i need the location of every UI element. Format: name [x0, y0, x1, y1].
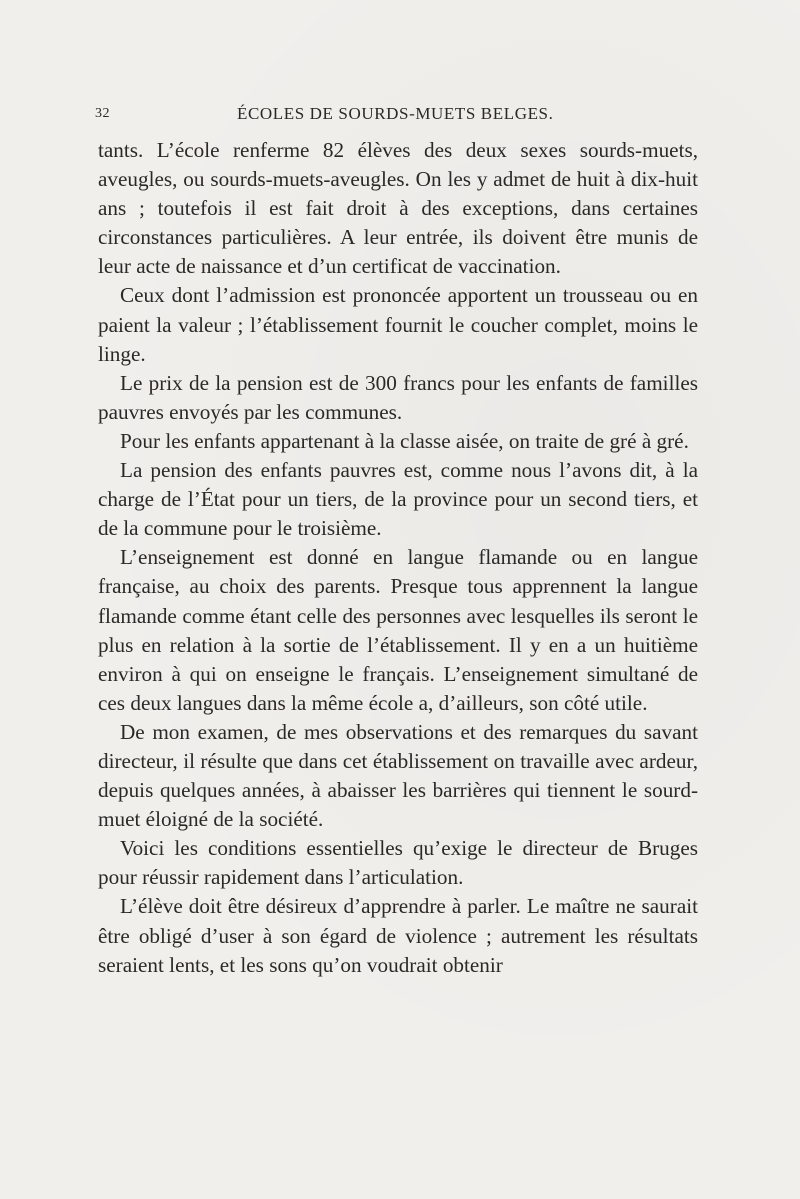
page-number: 32 [95, 106, 110, 121]
paragraph-pension-price: Le prix de la pension est de 300 francs pour les enfants de familles pauvres envoyés par les communes. [98, 370, 698, 424]
paragraph-pupil: L’élève doit être désireux d’apprendre à parler. Le maître ne saurait être obligé d’user à son égard de violence ; autrement les résultats seraient lents, et les sons qu’on voudrait obtenir [98, 894, 698, 977]
running-head-title: ÉCOLES DE SOURDS-MUETS BELGES. [237, 104, 554, 123]
paragraph-examination: De mon examen, de mes observations et des remarques du savant directeur, il résulte que dans cet établissement on travaille avec ardeur, depuis quelques années, à abaisser les barrières qui tiennent le sourd-muet éloigné de la société. [98, 719, 698, 832]
paragraph-conditions: Voici les conditions essentielles qu’exige le directeur de Bruges pour réussir rapidement dans l’articulation. [98, 836, 698, 890]
running-head [95, 104, 695, 128]
body-text [98, 136, 698, 980]
paragraph-trousseau: Ceux dont l’admission est prononcée apportent un trousseau ou en paient la valeur ; l’établissement fournit le coucher complet, moins le linge. [98, 283, 698, 366]
paragraph-continued: tants. L’école renferme 82 élèves des deux sexes sourds-muets, aveugles, ou sourds-muets-aveugles. On les y admet de huit à dix-huit ans ; toutefois il est fait droit à des exceptions, dans certaines circonstances particulières. A leur entrée, ils doivent être munis de leur acte de naissance et d’un certificat de vaccination. [98, 138, 698, 279]
paragraph-well-off-families: Pour les enfants appartenant à la classe aisée, on traite de gré à gré. [120, 428, 689, 453]
paragraph-languages: L’enseignement est donné en langue flamande ou en langue française, au choix des parents. Presque tous apprennent la langue flamande comme étant celle des personnes avec lesquelles ils seront le plus en relation à la sortie de l’établissement. Il y en a un huitième environ à qui on enseigne le français. L’enseignement simultané de ces deux langues dans la même école a, d’ailleurs, son côté utile. [98, 545, 698, 715]
paragraph-pension-funding: La pension des enfants pauvres est, comme nous l’avons dit, à la charge de l’État pour un tiers, de la province pour un second tiers, et de la commune pour le troisième. [98, 458, 698, 541]
